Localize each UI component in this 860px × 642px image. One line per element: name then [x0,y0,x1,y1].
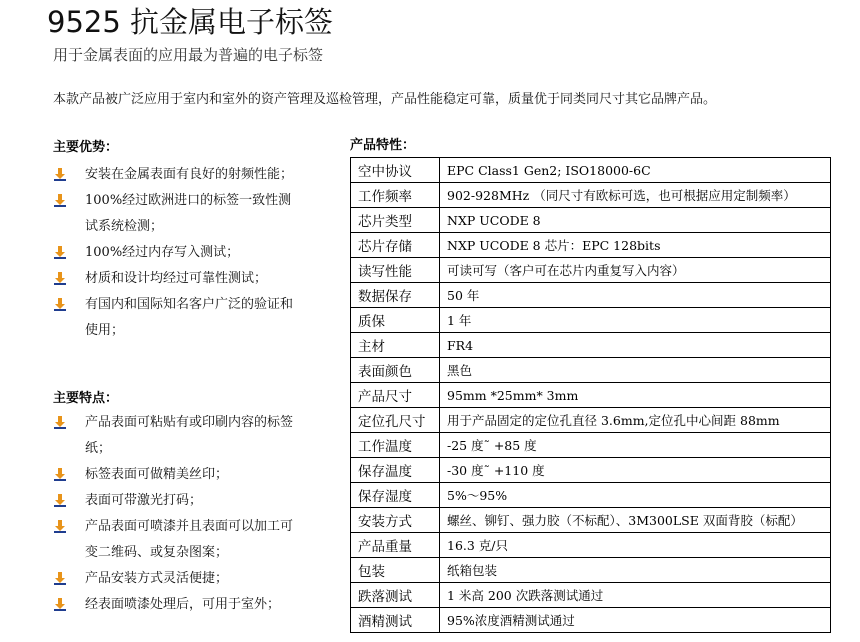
spec-label: 工作温度 [351,433,440,458]
spec-value: FR4 [440,333,831,358]
specs-table [350,157,831,633]
table-row [351,433,831,458]
spec-label: 芯片类型 [351,208,440,233]
spec-label: 空中协议 [351,158,440,183]
arrow-bullet-icon [53,245,67,259]
features-heading: 主要特点： [53,391,119,406]
page-title: 9525 抗金属电子标签 [47,5,334,39]
arrow-bullet-icon [53,519,67,533]
list-item-text: 材质和设计均经过可靠性测试； [85,271,268,286]
list-item-text: 产品表面可喷漆并且表面可以加工可变二维码、或复杂图案； [85,519,294,560]
features-list [53,410,303,618]
list-item [53,162,297,188]
spec-value: NXP UCODE 8 [440,208,831,233]
spec-label: 表面颜色 [351,358,440,383]
arrow-bullet-icon [53,297,67,311]
list-item [53,566,303,592]
spec-label: 主材 [351,333,440,358]
specs-heading: 产品特性： [350,138,416,153]
spec-value: 50 年 [440,283,831,308]
spec-label: 安装方式 [351,508,440,533]
list-item [53,292,297,344]
spec-label: 数据保存 [351,283,440,308]
table-row [351,333,831,358]
list-item-text: 100%经过内存写入测试； [85,245,240,260]
arrow-bullet-icon [53,193,67,207]
spec-label: 产品重量 [351,533,440,558]
spec-label: 跌落测试 [351,583,440,608]
spec-label: 质保 [351,308,440,333]
spec-value: 纸箱包装 [440,558,831,583]
table-row [351,508,831,533]
spec-value: 5%～95% [440,483,831,508]
table-row [351,208,831,233]
advantages-list [53,162,303,344]
arrow-bullet-icon [53,597,67,611]
spec-label: 保存湿度 [351,483,440,508]
spec-value: 用于产品固定的定位孔直径 3.6mm,定位孔中心间距 88mm [440,408,831,433]
spec-value: 螺丝、铆钉、强力胶（不标配）、3M300LSE 双面背胶（标配） [440,508,831,533]
table-row [351,183,831,208]
arrow-bullet-icon [53,467,67,481]
spec-label: 芯片存储 [351,233,440,258]
table-row [351,258,831,283]
spec-value: 黑色 [440,358,831,383]
spec-value: 16.3 克/只 [440,533,831,558]
spec-value: -25 度˜ +85 度 [440,433,831,458]
table-row [351,233,831,258]
list-item-text: 100%经过欧洲进口的标签一致性测试系统检测； [85,193,292,234]
list-item [53,188,297,240]
spec-value: 1 米高 200 次跌落测试通过 [440,583,831,608]
arrow-bullet-icon [53,571,67,585]
table-row [351,533,831,558]
list-item-text: 标签表面可做精美丝印； [85,467,229,482]
spec-value: EPC Class1 Gen2; ISO18000-6C [440,158,831,183]
list-item-text: 表面可带激光打码； [85,493,203,508]
list-item [53,266,297,292]
table-row [351,308,831,333]
spec-value: 可读可写（客户可在芯片内重复写入内容） [440,258,831,283]
spec-label: 酒精测试 [351,608,440,633]
spec-label: 保存温度 [351,458,440,483]
table-row [351,158,831,183]
list-item [53,488,303,514]
spec-value: 95mm *25mm* 3mm [440,383,831,408]
arrow-bullet-icon [53,415,67,429]
table-row [351,558,831,583]
spec-value: 95%浓度酒精测试通过 [440,608,831,633]
spec-label: 产品尺寸 [351,383,440,408]
table-row [351,458,831,483]
spec-label: 包装 [351,558,440,583]
table-row [351,283,831,308]
spec-value: 902-928MHz （同尺寸有欧标可选，也可根据应用定制频率） [440,183,831,208]
spec-value: 1 年 [440,308,831,333]
spec-label: 工作频率 [351,183,440,208]
list-item-text: 有国内和国际知名客户广泛的验证和使用； [85,297,294,338]
list-item-text: 产品表面可粘贴有或印刷内容的标签纸； [85,415,294,456]
page-subtitle: 用于金属表面的应用最为普遍的电子标签 [53,46,324,64]
spec-label: 读写性能 [351,258,440,283]
table-row [351,608,831,633]
list-item [53,514,297,566]
table-row [351,408,831,433]
table-row [351,483,831,508]
list-item-text: 安装在金属表面有良好的射频性能； [85,167,294,182]
list-item [53,240,303,266]
intro-paragraph: 本款产品被广泛应用于室内和室外的资产管理及巡检管理，产品性能稳定可靠，质量优于同类同尺寸其它品牌产品。 [53,92,717,107]
arrow-bullet-icon [53,493,67,507]
arrow-bullet-icon [53,271,67,285]
table-row [351,383,831,408]
spec-label: 定位孔尺寸 [351,408,440,433]
list-item [53,592,297,618]
list-item [53,462,303,488]
table-row [351,358,831,383]
arrow-bullet-icon [53,167,67,181]
advantages-heading: 主要优势： [53,140,119,155]
list-item-text: 产品安装方式灵活便捷； [85,571,229,586]
table-row [351,583,831,608]
spec-value: NXP UCODE 8 芯片：EPC 128bits [440,233,831,258]
list-item [53,410,297,462]
spec-value: -30 度˜ +110 度 [440,458,831,483]
list-item-text: 经表面喷漆处理后，可用于室外； [85,597,281,612]
